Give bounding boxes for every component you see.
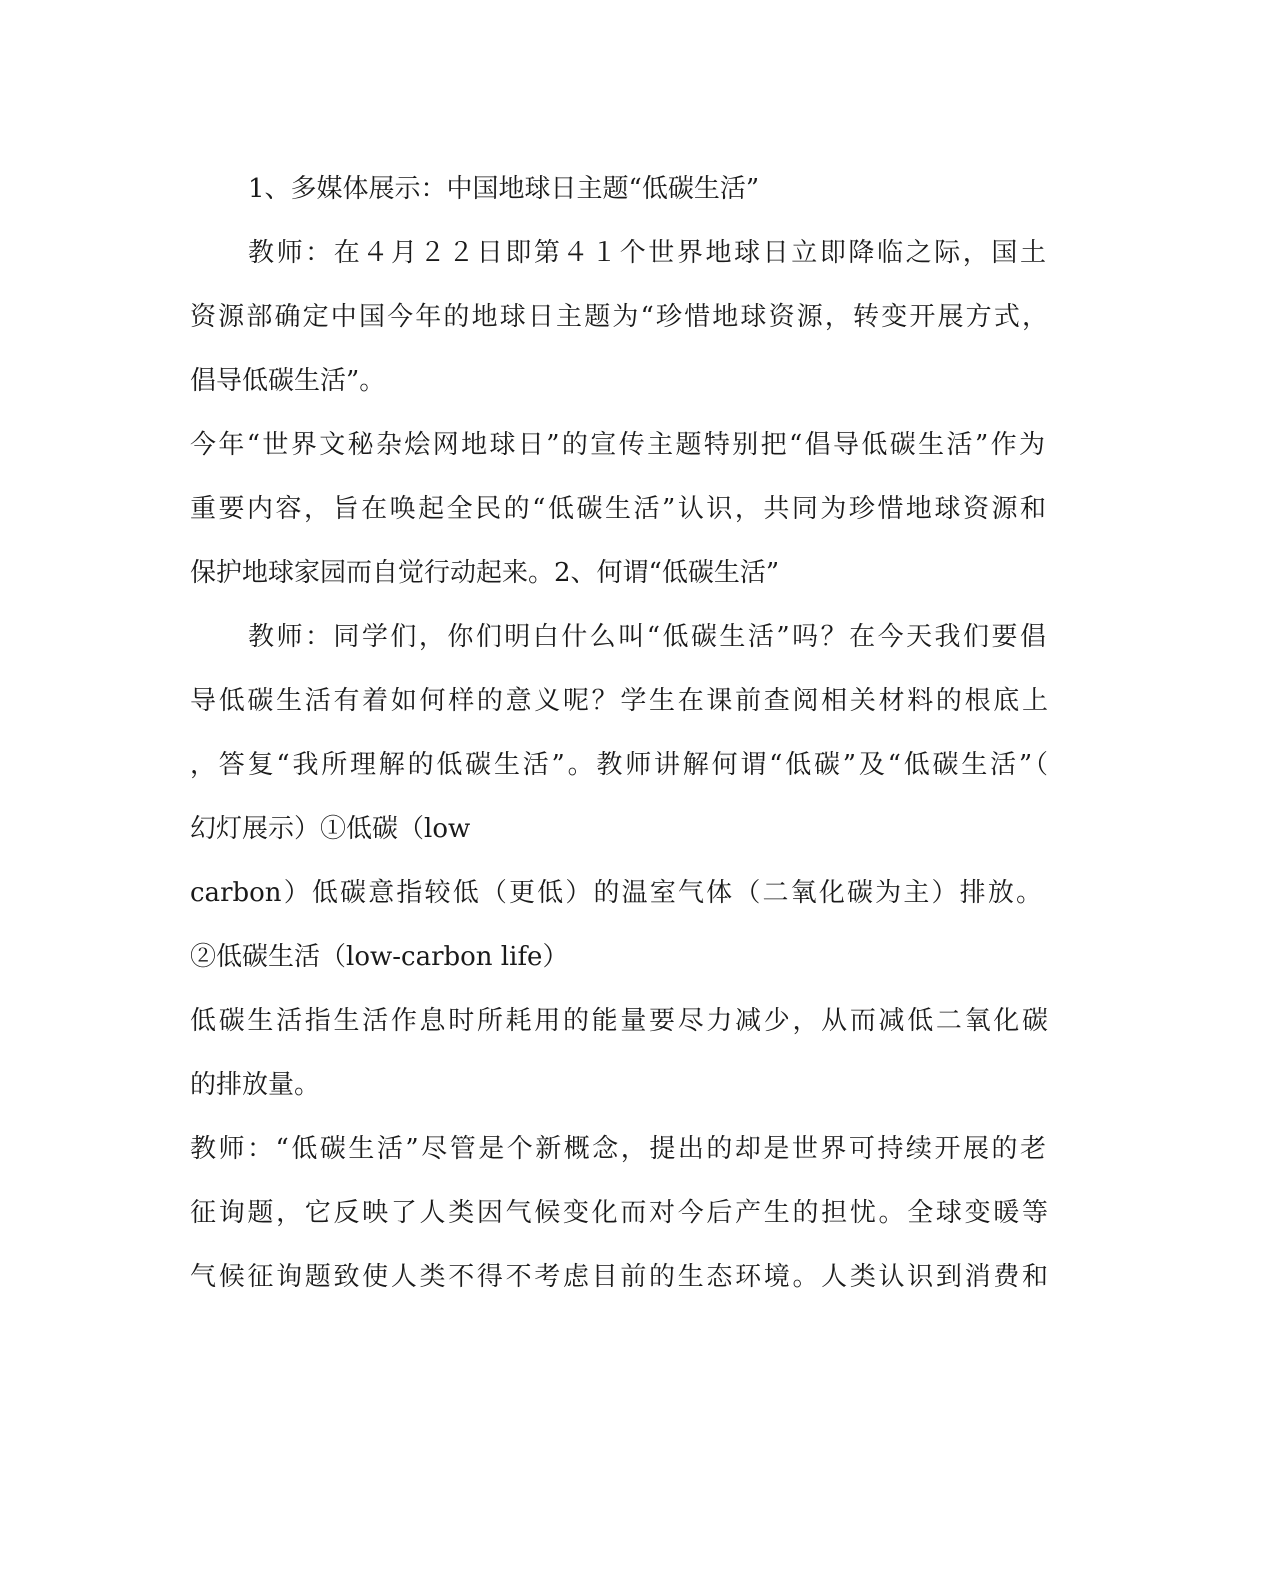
text-line-8: 教师：同学们，你们明白什么叫“低碳生活”吗？在今天我们要倡 bbox=[248, 622, 1046, 652]
text-line-4: 倡导低碳生活”。 bbox=[190, 366, 386, 396]
text-line-14: 低碳生活指生活作息时所耗用的能量要尽力减少，从而减低二氧化碳 bbox=[190, 1006, 1048, 1036]
text-line-6: 重要内容，旨在唤起全民的“低碳生活”认识，共同为珍惜地球资源和 bbox=[190, 494, 1046, 524]
text-line-12: carbon）低碳意指较低（更低）的温室气体（二氧化碳为主）排放。 bbox=[190, 878, 1042, 908]
text-line-10: ，答复“我所理解的低碳生活”。教师讲解何谓“低碳”及“低碳生活”（ bbox=[190, 750, 1048, 780]
text-line-13: ②低碳生活（low-carbon life） bbox=[190, 942, 569, 972]
text-line-3: 资源部确定中国今年的地球日主题为“珍惜地球资源，转变开展方式， bbox=[190, 302, 1048, 332]
text-line-7: 保护地球家园而自觉行动起来。2、何谓“低碳生活” bbox=[190, 558, 780, 588]
text-line-17: 征询题，它反映了人类因气候变化而对今后产生的担忧。全球变暖等 bbox=[190, 1198, 1048, 1228]
text-line-11: 幻灯展示）①低碳（low bbox=[190, 814, 471, 844]
text-line-5: 今年“世界文秘杂烩网地球日”的宣传主题特别把“倡导低碳生活”作为 bbox=[190, 430, 1045, 460]
text-line-16: 教师：“低碳生活”尽管是个新概念，提出的却是世界可持续开展的老 bbox=[190, 1134, 1046, 1164]
text-line-9: 导低碳生活有着如何样的意义呢？学生在课前查阅相关材料的根底上 bbox=[190, 686, 1048, 716]
text-line-1: 1、多媒体展示：中国地球日主题“低碳生活” bbox=[248, 174, 760, 204]
text-line-18: 气候征询题致使人类不得不考虑目前的生态环境。人类认识到消费和 bbox=[190, 1262, 1048, 1292]
text-line-15: 的排放量。 bbox=[190, 1070, 321, 1100]
text-line-2: 教师：在４月２２日即第４１个世界地球日立即降临之际，国土 bbox=[248, 238, 1046, 268]
